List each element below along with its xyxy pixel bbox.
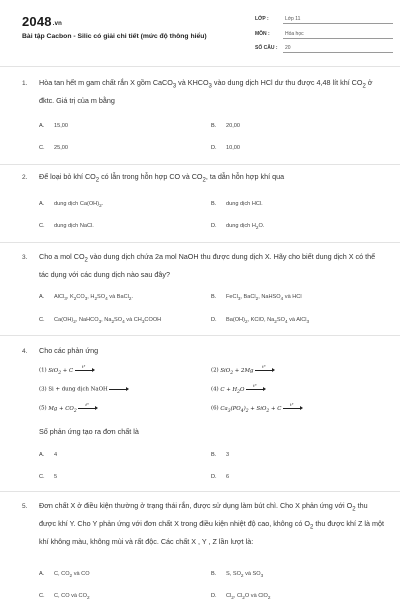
question-count-value: 20 — [283, 45, 393, 53]
question-text: Cho a mol $CO_2$ vào dung dịch chứa 2a mol NaOH thu được dung dịch X. Hãy cho biết dung dịch X có thể tác dụng với các dung dịch nào sau đây? — [39, 252, 376, 279]
question-number: 2. — [22, 174, 28, 181]
question-text: Cho các phản ứng — [39, 346, 99, 355]
arrow-icon: t° — [75, 367, 95, 373]
option-c[interactable]: C. $Ca(OH)_2$, NaHCO$_3$, $Na_2SO_4$ và $CH_3COOH$ — [39, 317, 162, 325]
reaction-3: (3) Si + dung dịch NaOH — [39, 386, 129, 393]
option-c[interactable]: C. 25,00 — [39, 145, 68, 151]
subject-value: Hóa học — [283, 31, 393, 39]
question-number: 1. — [22, 80, 28, 87]
option-c[interactable]: C. 5 — [39, 474, 58, 480]
option-c[interactable]: C. C, CO và $CO_2$ — [39, 593, 90, 600]
class-value: Lớp 11 — [283, 16, 393, 24]
question-count-label: SỐ CÂU : — [255, 45, 278, 51]
subject-label: MÔN : — [255, 31, 270, 37]
reaction-2: (2) SiO$_2$ + 2Mg t° — [211, 367, 275, 376]
arrow-icon: t° — [246, 386, 266, 392]
divider — [0, 491, 400, 492]
question-subtext: Số phản ứng tạo ra đơn chất là — [39, 427, 139, 436]
reaction-1: (1) SiO$_2$ + C t° — [39, 367, 95, 376]
reaction-5: (5) $Mg + CO_2$ t° — [39, 405, 98, 414]
option-d[interactable]: D. $Ba(OH)_2$, KClO, $Na_2SO_4$ và AlCl$_3$ — [211, 317, 310, 325]
question-text: Để loại bỏ khí $CO_2$ có lẫn trong hỗn hợp CO và $CO_2$, ta dẫn hỗn hợp khí qua — [39, 172, 285, 184]
option-a[interactable]: A. 4 — [39, 452, 58, 458]
option-a[interactable]: A. 15,00 — [39, 123, 68, 129]
question-text: Hòa tan hết m gam chất rắn X gồm CaCO$_3$ và $KHCO_3$ vào dung dịch HCl dư thu được 4,48 lít khí $CO_2$ ở đktc. Giá trị của m bằng — [39, 78, 373, 105]
option-d[interactable]: D. 6 — [211, 474, 230, 480]
class-field — [255, 16, 393, 24]
arrow-icon: t° — [78, 405, 98, 411]
question-count-field — [255, 45, 393, 53]
option-b[interactable]: B. FeCl$_3$, BaCl$_2$, NaHSO$_4$ và HCl — [211, 294, 302, 302]
subject-field — [255, 31, 393, 39]
option-b[interactable]: B. S, $SO_2$ và $SO_3$ — [211, 571, 264, 579]
reaction-6: (6) $Ca_3(PO_4)_2 + SiO_2 + C$ t° — [211, 405, 303, 414]
option-c[interactable]: C. dung dịch NaCl. — [39, 223, 94, 229]
question-number: 5. — [22, 503, 28, 510]
document-title: Bài tập Cacbon - Silic có giải chi tiết (mức độ thông hiểu) — [22, 33, 207, 40]
page-header — [0, 0, 400, 62]
reaction-4: (4) $C + H_2O$ t° — [211, 386, 266, 395]
question-text: Đơn chất X ở điều kiện thường ở trạng thái rắn, được sử dụng làm bút chì. Cho X phản ứng với $O_2$ thu được khí Y. Cho Y phản ứng với đơn chất X trong điều kiện nhiệt độ cao, không có $O_2$ thu được khí Z là một khí không màu, không mùi và rất độc. Các chất X , Y , Z lần lượt là: — [39, 501, 384, 546]
arrow-icon: t° — [255, 367, 275, 373]
arrow-icon — [109, 386, 129, 392]
option-a[interactable]: A. C, $CO_2$ và CO — [39, 571, 90, 579]
option-b[interactable]: B. dung dịch HCl. — [211, 201, 263, 207]
option-b[interactable]: B. 20,00 — [211, 123, 240, 129]
option-b[interactable]: B. 3 — [211, 452, 230, 458]
divider — [0, 242, 400, 243]
question-number: 3. — [22, 254, 28, 261]
divider — [0, 335, 400, 336]
option-a[interactable]: A. dung dịch $Ca(OH)_2$. — [39, 201, 104, 209]
divider — [0, 164, 400, 165]
divider — [0, 66, 400, 67]
site-logo[interactable]: 2048.vn — [22, 14, 63, 29]
option-d[interactable]: D. $Cl_2$, $Cl_2O$ và ClO$_2$ — [211, 593, 271, 600]
class-label: LỚP : — [255, 16, 269, 22]
question-number: 4. — [22, 348, 28, 355]
option-a[interactable]: A. AlCl$_3$, $K_2CO_3$, $H_2SO_4$ và BaCl$_2$. — [39, 294, 134, 302]
option-d[interactable]: D. dung dịch $H_2O$. — [211, 223, 265, 231]
arrow-icon: t° — [283, 405, 303, 411]
option-d[interactable]: D. 10,00 — [211, 145, 240, 151]
